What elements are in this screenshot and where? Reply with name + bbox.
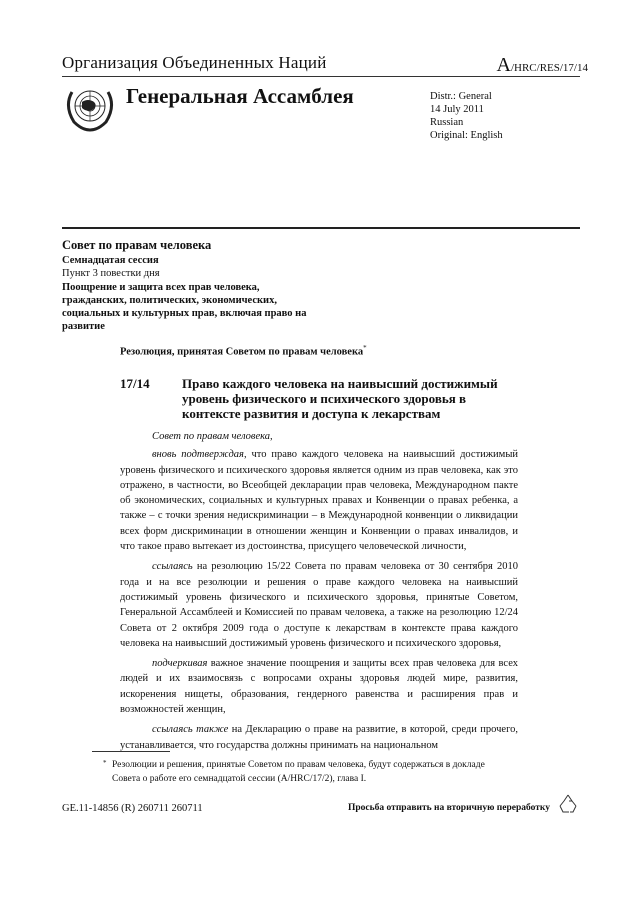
original-language: Original: English (430, 130, 503, 141)
footnote-mark: * (103, 759, 107, 767)
document-symbol (497, 54, 588, 77)
footnote-rule (92, 751, 170, 752)
resolution-number: 17/14 (120, 376, 150, 391)
header-rule (62, 76, 580, 77)
distribution: Distr.: General (430, 91, 492, 102)
recycle-note: Просьба отправить на вторичную переработку (348, 803, 550, 813)
un-emblem-icon (62, 82, 118, 132)
session-block (62, 254, 362, 334)
resolution-title: Право каждого человека на наивысший достижимый уровень физического и психического здоровья в контексте развития и доступа к лекарствам (182, 376, 498, 421)
symbol-rest: /HRC/RES/17/14 (510, 62, 588, 74)
council-name: Совет по правам человека (62, 238, 212, 252)
symbol-letter: A (496, 54, 511, 76)
paragraph-lead: подчеркивая (152, 658, 208, 670)
footnote-ref: * (363, 344, 367, 352)
session-name: Семнадцатая сессия (62, 255, 159, 266)
paragraph-lead: вновь подтверждая (152, 449, 244, 461)
paragraph-lead: ссылаясь также (152, 724, 229, 736)
opening-line: Совет по правам человека, (152, 431, 273, 442)
resolution-heading (120, 344, 367, 358)
paragraph (120, 447, 518, 554)
resolution-body (120, 429, 518, 753)
language: Russian (430, 117, 464, 128)
paragraph (120, 559, 518, 651)
paragraph-text: на Декларацию о праве на развитие, в которой, среди прочего, устанавливается, что государства должны принимать на национальном (120, 724, 518, 751)
organization-name: Организация Объединенных Наций (62, 53, 327, 72)
agenda-title: Поощрение и защита всех прав человека, гражданских, политических, экономических, социальных и культурных прав, включая право на развитие (62, 281, 307, 333)
recycle-icon (556, 792, 580, 816)
date: 14 July 2011 (430, 104, 484, 115)
general-assembly-title: Генеральная Ассамблея (126, 84, 354, 108)
paragraph-lead: ссылаясь (152, 561, 193, 573)
document-code: GE.11-14856 (R) 260711 260711 (62, 803, 203, 814)
distribution-block (430, 90, 503, 142)
paragraph-text: важное значение поощрения и защиты всех прав человека для всех людей и их взаимосвязь с вопросами охраны здоровья людей мире, развития, искоренения нищеты, образования, гендерного равенства и расширения прав и возможностей женщин, (120, 658, 518, 716)
footnote (103, 758, 512, 786)
section-rule (62, 227, 580, 229)
paragraph-text: , что право каждого человека на наивысший достижимый уровень физического и психического здоровья является одним из прав человека, как это отражено, в частности, во Всеобщей декларации прав человека, Международном пакте об экономических, социальных и культурных правах и Конвенции о правах ребенка, а также – с точки зрения недискриминации – в Международной конвенции о ликвидации всех форм дискриминации в отношении женщин и Конвенции о правах инвалидов, и что такое право вытекает из достоинства, присущего человеческой личности, (120, 449, 518, 553)
paragraph-text: на резолюцию 15/22 Совета по правам человека от 30 сентября 2010 года и на все резолюции и решения о праве каждого человека на наивысший достижимый уровень физического и психического здоровья, принятые Советом, Генеральной Ассамблеей и Комиссией по правам человека, а также на резолюцию 12/24 Совета от 2 октября 2009 года о доступе к лекарствам в контексте права каждого человека на наивысший достижимый уровень физического и психического здоровья, (120, 561, 518, 649)
agenda-item: Пункт 3 повестки дня (62, 268, 160, 280)
footnote-text: Резолюции и решения, принятые Советом по правам человека, будут содержаться в докладе Совета о работе его семнадцатой сессии (A/HRC/17/2), глава I. (112, 760, 485, 784)
resolution-heading-text: Резолюция, принятая Советом по правам человека (120, 346, 364, 358)
paragraph (120, 656, 518, 717)
paragraph (120, 722, 518, 753)
